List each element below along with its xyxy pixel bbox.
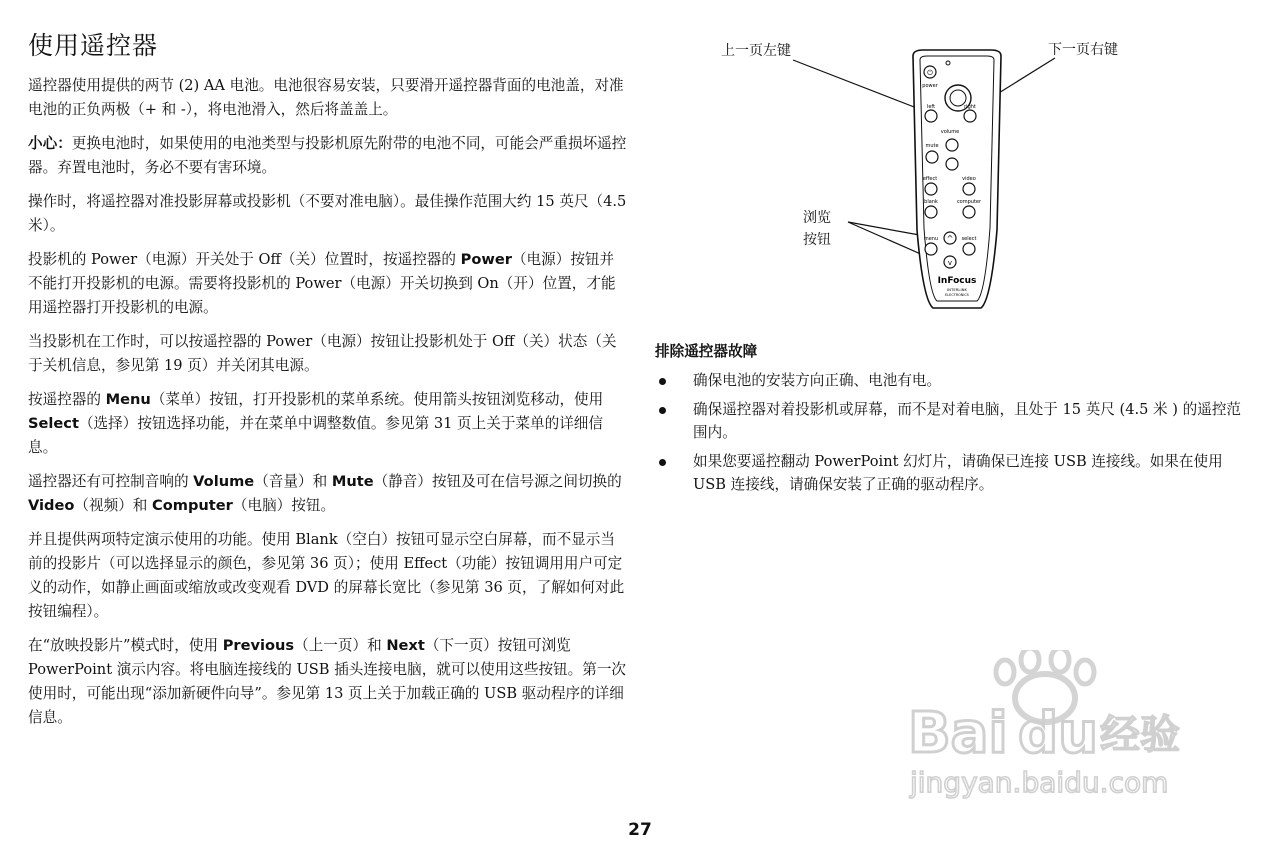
list-item: 如果您要遥控翻动 PowerPoint 幻灯片，请确保已连接 USB 连接线。如果在使用 USB 连接线，请确保安装了正确的驱动程序。 bbox=[655, 450, 1255, 496]
label-menu: menu bbox=[923, 236, 939, 242]
text-run: 遥控器使用提供的两节 (2) AA 电池。电池很容易安装，只要滑开遥控器背面的电池盖，对准电池的正负两极（+ 和 -），将电池滑入，然后将盖盖上。 bbox=[28, 77, 624, 118]
brand-logo: InFocus bbox=[937, 276, 977, 286]
list-item: 确保电池的安装方向正确、电池有电。 bbox=[655, 369, 1255, 392]
label-computer: computer bbox=[956, 199, 982, 205]
menu-button bbox=[925, 243, 937, 255]
text-run: （视频）和 bbox=[74, 497, 153, 514]
text-run: （下一页）按钮可浏览 PowerPoint 演示内容。将电脑连接线的 USB 插头连接电脑，就可以使用这些按钮。第一次使用时，可能出现“添加新硬件向导”。参见第 13 页上关于加载正确的 USB 驱动程序的详细信息。 bbox=[28, 637, 627, 726]
brand-line2: ELECTRONICS bbox=[945, 293, 969, 297]
svg-text:⏻: ⏻ bbox=[927, 69, 933, 77]
bold-term: Power bbox=[460, 251, 512, 268]
volume-down-button bbox=[946, 158, 958, 170]
mute-button bbox=[926, 151, 938, 163]
watermark-cn: 经验 bbox=[1100, 712, 1180, 758]
computer-button bbox=[963, 206, 975, 218]
bullet-icon bbox=[659, 407, 666, 414]
paragraph bbox=[28, 330, 628, 378]
callout-line-browse-b bbox=[848, 222, 923, 255]
baidu-watermark bbox=[900, 650, 1230, 810]
paragraph bbox=[28, 388, 628, 460]
label-video: video bbox=[962, 176, 976, 182]
label-effect: effect bbox=[922, 176, 938, 182]
callout-next: 下一页右键 bbox=[1048, 42, 1118, 58]
bold-term: Next bbox=[386, 637, 425, 654]
label-mute: mute bbox=[925, 143, 939, 149]
troubleshoot-list bbox=[655, 369, 1255, 496]
text-run: （上一页）和 bbox=[294, 637, 387, 654]
bold-term: Select bbox=[28, 415, 79, 432]
volume-up-button bbox=[946, 139, 958, 151]
text-run: 按遥控器的 bbox=[28, 391, 106, 408]
label-left: left bbox=[926, 104, 936, 110]
paragraph bbox=[28, 190, 628, 238]
page-title: 使用遥控器 bbox=[28, 31, 159, 60]
label-blank: blank bbox=[924, 199, 938, 205]
bullet-icon bbox=[659, 459, 666, 466]
paragraph bbox=[28, 248, 628, 320]
text-run: （音量）和 bbox=[254, 473, 332, 490]
troubleshoot-heading: 排除遥控器故障 bbox=[655, 343, 758, 360]
label-power: power bbox=[922, 83, 938, 89]
bold-term: Volume bbox=[193, 473, 255, 490]
troubleshoot-section bbox=[655, 340, 1255, 502]
text-run: 并且提供两项特定演示使用的功能。使用 Blank（空白）按钮可显示空白屏幕，而不显示当前的投影片（可以选择显示的颜色，参见第 36 页）；使用 Effect（功能）按钮调用用户可定义的动作，如静止画面或缩放或改变观看 DVD 的屏幕长宽比（参见第 36 页，了解如何对此按钮编程）。 bbox=[28, 531, 625, 620]
body-text bbox=[28, 74, 628, 730]
text-run: 当投影机在工作时，可以按遥控器的 Power（电源）按钮让投影机处于 Off（关）状态（关于关机信息，参见第 19 页）并关闭其电源。 bbox=[28, 333, 617, 374]
bold-term: 小心： bbox=[28, 135, 72, 152]
text-run: 遥控器还有可控制音响的 bbox=[28, 473, 194, 490]
callout-browse-2: 按钮 bbox=[803, 232, 831, 248]
text-run: 投影机的 Power（电源）开关处于 Off（关）位置时，按遥控器的 bbox=[28, 251, 461, 268]
bold-term: Video bbox=[28, 497, 75, 514]
bullet-icon bbox=[659, 378, 666, 385]
callout-line-browse-a bbox=[848, 222, 925, 236]
paragraph bbox=[28, 132, 628, 180]
right-button bbox=[964, 110, 976, 122]
bold-term: Computer bbox=[152, 497, 233, 514]
left-button bbox=[925, 110, 937, 122]
paragraph bbox=[28, 634, 628, 730]
bold-term: Previous bbox=[222, 637, 295, 654]
text-run: 在“放映投影片”模式时，使用 bbox=[28, 637, 223, 654]
watermark-url: jingyan.baidu.com bbox=[910, 766, 1169, 799]
text-run: （菜单）按钮，打开投影机的菜单系统。使用箭头按钮浏览移动，使用 bbox=[150, 391, 604, 408]
text-run: （电源）按钮并不能打开投影机的电源。需要将投影机的 Power（电源）开关切换到 On（开）位置，才能用遥控器打开投影机的电源。 bbox=[28, 251, 616, 316]
callout-browse-1: 浏览 bbox=[803, 210, 831, 226]
text-run: （选择）按钮选择功能，并在菜单中调整数值。参见第 31 页上关于菜单的详细信息。 bbox=[28, 415, 603, 456]
paragraph bbox=[28, 74, 628, 122]
brand-line1: INTERLINK bbox=[947, 287, 967, 292]
text-run: 更换电池时，如果使用的电池类型与投影机原先附带的电池不同，可能会严重损坏遥控器。弃置电池时，务必不要有害环境。 bbox=[28, 135, 627, 176]
svg-text:v: v bbox=[947, 259, 953, 267]
video-button bbox=[963, 183, 975, 195]
left-column bbox=[28, 26, 628, 740]
blank-button bbox=[925, 206, 937, 218]
remote-illustration bbox=[655, 0, 1255, 330]
bold-term: Mute bbox=[331, 473, 374, 490]
callout-line-prev bbox=[793, 60, 927, 112]
text-run: （电脑）按钮。 bbox=[232, 497, 336, 514]
text-run: （静音）按钮及可在信号源之间切换的 bbox=[373, 473, 622, 490]
paragraph bbox=[28, 470, 628, 518]
select-button bbox=[963, 243, 975, 255]
page-number: 27 bbox=[628, 820, 652, 840]
watermark-du: du bbox=[1018, 701, 1098, 766]
bold-term: Menu bbox=[105, 391, 151, 408]
svg-text:^: ^ bbox=[946, 234, 954, 243]
label-select: select bbox=[961, 236, 977, 242]
watermark-bai: Bai bbox=[908, 701, 1008, 766]
label-volume: volume bbox=[940, 129, 960, 135]
effect-button bbox=[925, 183, 937, 195]
callout-prev: 上一页左键 bbox=[721, 43, 791, 59]
label-right: right bbox=[964, 104, 976, 110]
text-run: 操作时，将遥控器对准投影屏幕或投影机（不要对准电脑）。最佳操作范围大约 15 英尺（4.5 米）。 bbox=[28, 193, 627, 234]
paragraph bbox=[28, 528, 628, 624]
list-item: 确保遥控器对着投影机或屏幕，而不是对着电脑，且处于 15 英尺 (4.5 米 ) 的遥控范围内。 bbox=[655, 398, 1255, 444]
